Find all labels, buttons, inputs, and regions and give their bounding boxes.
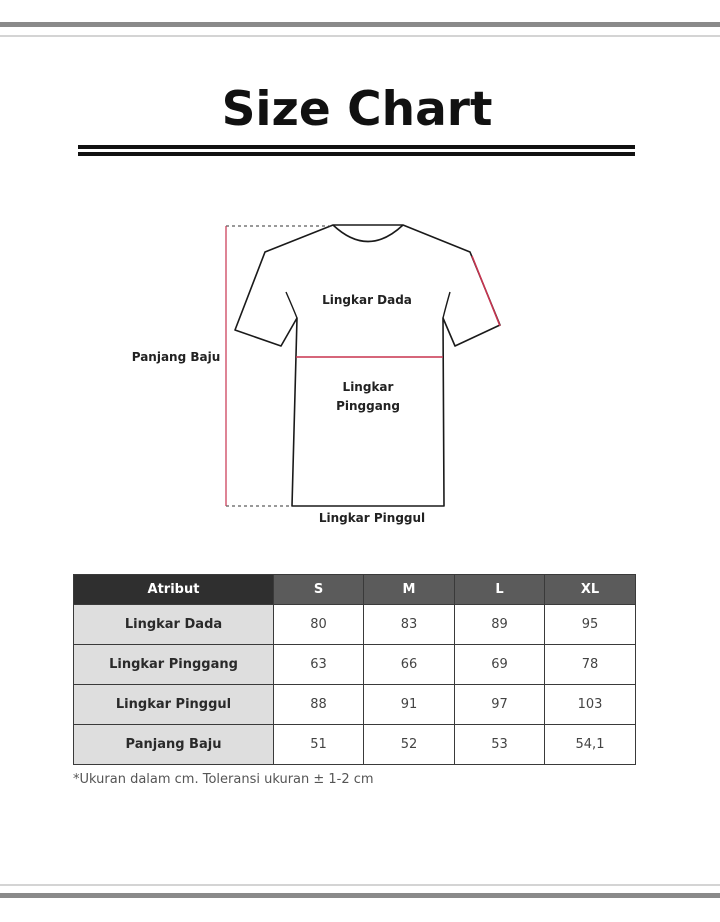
row-attribute: Panjang Baju xyxy=(74,725,274,765)
header-size-m: M xyxy=(364,575,455,605)
cell-value: 103 xyxy=(545,685,636,725)
label-waist-line2: Pinggang xyxy=(336,399,400,413)
table-row xyxy=(74,725,636,765)
label-hip: Lingkar Pinggul xyxy=(318,511,426,525)
tolerance-note: *Ukuran dalam cm. Toleransi ukuran ± 1-2 cm xyxy=(73,772,374,787)
header-size-xl: XL xyxy=(545,575,636,605)
row-attribute: Lingkar Pinggul xyxy=(74,685,274,725)
label-waist-line1: Lingkar xyxy=(342,380,394,394)
label-chest: Lingkar Dada xyxy=(322,293,412,307)
cell-value: 78 xyxy=(545,645,636,685)
header-size-s: S xyxy=(274,575,364,605)
sleeve-measure-line xyxy=(472,256,500,326)
tshirt-armhole-left xyxy=(286,292,297,318)
row-attribute: Lingkar Pinggang xyxy=(74,645,274,685)
cell-value: 89 xyxy=(455,605,545,645)
tshirt-armhole-right xyxy=(443,292,450,318)
table-row xyxy=(74,605,636,645)
cell-value: 52 xyxy=(364,725,455,765)
page-title: Size Chart xyxy=(221,82,493,137)
cell-value: 80 xyxy=(274,605,364,645)
label-length: Panjang Baju xyxy=(131,350,221,364)
cell-value: 69 xyxy=(455,645,545,685)
cell-value: 66 xyxy=(364,645,455,685)
cell-value: 53 xyxy=(455,725,545,765)
frame-bottom-border xyxy=(0,893,720,898)
header-size-l: L xyxy=(455,575,545,605)
cell-value: 95 xyxy=(545,605,636,645)
cell-value: 63 xyxy=(274,645,364,685)
row-attribute: Lingkar Dada xyxy=(74,605,274,645)
tshirt-collar xyxy=(333,225,403,242)
cell-value: 91 xyxy=(364,685,455,725)
tshirt-outline xyxy=(235,225,500,506)
size-table xyxy=(73,574,636,765)
cell-value: 88 xyxy=(274,685,364,725)
table-header-row xyxy=(74,575,636,605)
table-row xyxy=(74,645,636,685)
cell-value: 97 xyxy=(455,685,545,725)
cell-value: 51 xyxy=(274,725,364,765)
frame-bottom-border-thin xyxy=(0,884,720,886)
cell-value: 54,1 xyxy=(545,725,636,765)
header-attribute: Atribut xyxy=(74,575,274,605)
cell-value: 83 xyxy=(364,605,455,645)
table-row xyxy=(74,685,636,725)
